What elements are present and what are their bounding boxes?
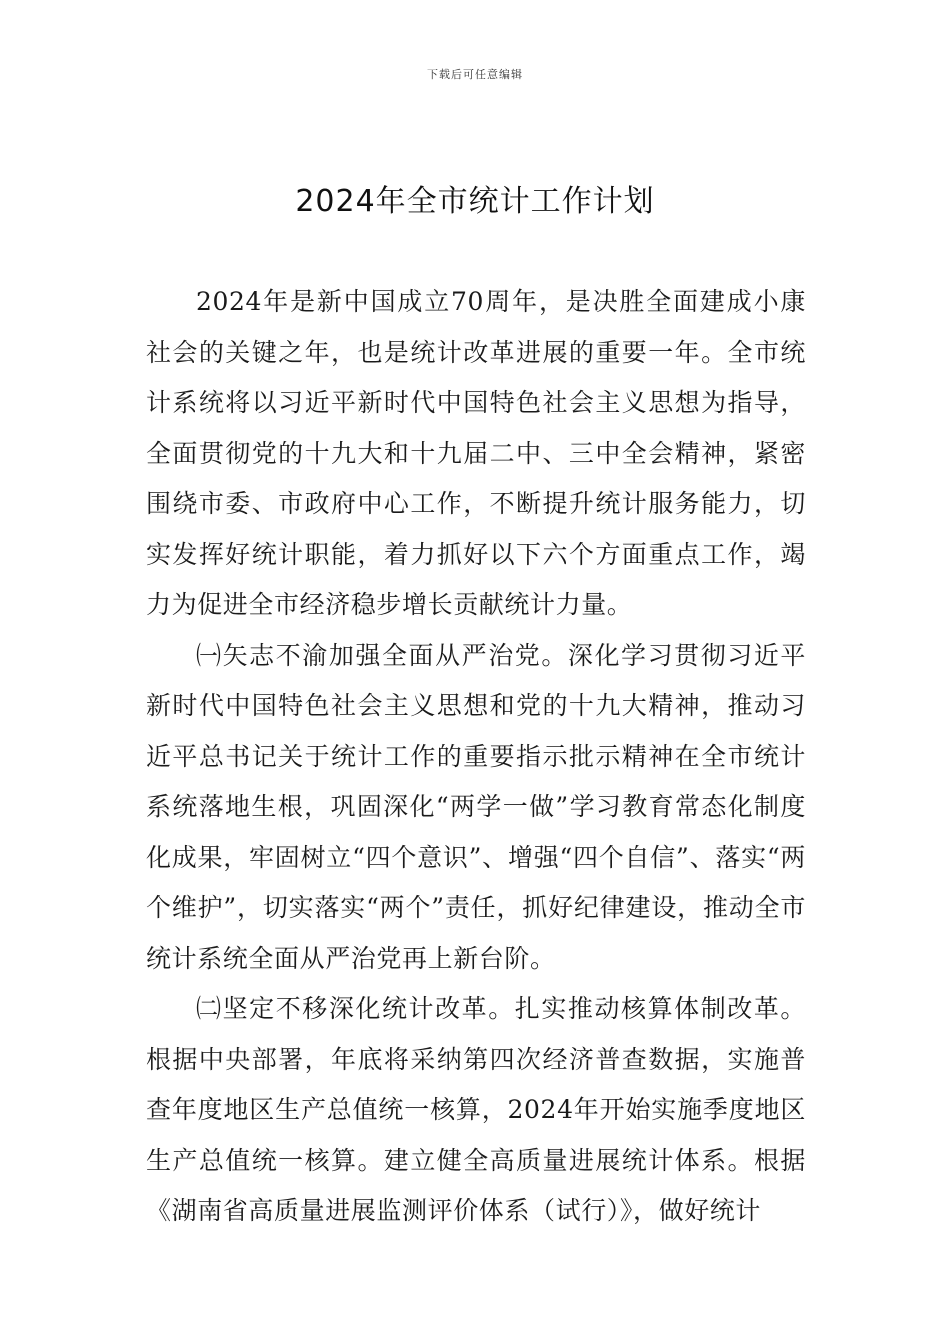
paragraph-section-1: ㈠矢志不渝加强全面从严治党。深化学习贯彻习近平新时代中国特色社会主义思想和党的十九大精神，推动习近平总书记关于统计工作的重要指示批示精神在全市统计系统落地生根，巩固深化“两学一做”学习教育常态化制度化成果，牢固树立“四个意识”、增强“四个自信”、落实“两个维护”，切实落实“两个”责任，抓好纪律建设，推动全市统计系统全面从严治党再上新台阶。 [146,640,806,973]
paragraph-intro: 2024年是新中国成立70周年，是决胜全面建成小康社会的关键之年，也是统计改革进展的重要一年。全市统计系统将以习近平新时代中国特色社会主义思想为指导，全面贯彻党的十九大和十九届二中、三中全会精神，紧密围绕市委、市政府中心工作，不断提升统计服务能力，切实发挥好统计职能，着力抓好以下六个方面重点工作，竭力为促进全市经济稳步增长贡献统计力量。 [146,287,806,619]
paragraph-section-2: ㈡坚定不移深化统计改革。扎实推动核算体制改革。根据中央部署，年底将采纳第四次经济普查数据，实施普查年度地区生产总值统一核算，2024年开始实施季度地区生产总值统一核算。建立健全高质量进展统计体系。根据《湖南省高质量进展监测评价体系（试行）》，做好统计 [146,994,806,1225]
document-title: 2024年全市统计工作计划 [295,184,655,219]
document-body [146,277,806,1237]
header-note: 下载后可任意编辑 [427,68,523,81]
